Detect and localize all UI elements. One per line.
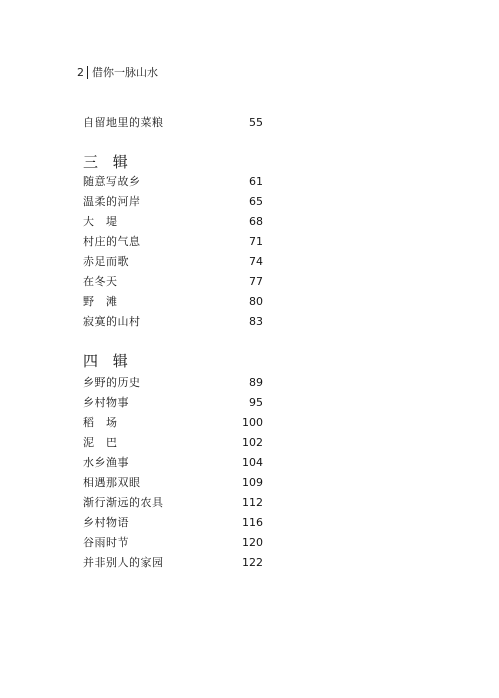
toc-entry-title: 相遇那双眼 <box>83 476 141 489</box>
toc-entry-title: 赤足而歌 <box>83 255 129 268</box>
toc-entry[interactable] <box>83 233 263 249</box>
toc-entry-page: 71 <box>249 234 263 248</box>
toc-entry-title: 在冬天 <box>83 275 118 288</box>
toc-entry-title: 乡村物事 <box>83 396 129 409</box>
running-header <box>77 64 158 80</box>
toc-entry-page: 104 <box>242 455 263 469</box>
toc-entry-page: 61 <box>249 174 263 188</box>
toc-entry[interactable] <box>83 313 263 329</box>
page-number: 2 <box>77 65 84 79</box>
toc-entry-title: 自留地里的菜粮 <box>83 116 164 129</box>
toc-entry-page: 68 <box>249 214 263 228</box>
toc-entry-page: 83 <box>249 314 263 328</box>
toc-entry[interactable] <box>83 474 263 490</box>
toc-entry-page: 102 <box>242 435 263 449</box>
toc-entry-page: 80 <box>249 294 263 308</box>
section-title: 三 辑 <box>83 153 133 171</box>
toc-entry-title: 寂寞的山村 <box>83 315 141 328</box>
toc-entry[interactable] <box>83 173 263 189</box>
toc-entry-title: 水乡渔事 <box>83 456 129 469</box>
toc-entry[interactable] <box>83 213 263 229</box>
section-title: 四 辑 <box>83 352 133 370</box>
toc-entry-title: 乡野的历史 <box>83 376 141 389</box>
toc-entry[interactable] <box>83 114 263 130</box>
toc-entry-title: 温柔的河岸 <box>83 195 141 208</box>
toc-entry[interactable] <box>83 253 263 269</box>
book-title: 借你一脉山水 <box>92 66 158 79</box>
toc-entry-title: 渐行渐远的农具 <box>83 496 164 509</box>
toc-entry[interactable] <box>83 293 263 309</box>
toc-entry[interactable] <box>83 394 263 410</box>
toc-entry[interactable] <box>83 554 263 570</box>
header-divider <box>87 66 88 79</box>
toc-entry[interactable] <box>83 374 263 390</box>
toc-entry[interactable] <box>83 414 263 430</box>
toc-entry-page: 122 <box>242 555 263 569</box>
toc-entry-title: 随意写故乡 <box>83 175 141 188</box>
toc-entry-title: 野 滩 <box>83 295 118 308</box>
toc-entry-title: 大 堤 <box>83 215 118 228</box>
toc-entry-title: 泥 巴 <box>83 436 118 449</box>
toc-entry-title: 稻 场 <box>83 416 118 429</box>
toc-entry[interactable] <box>83 273 263 289</box>
toc-entry-page: 112 <box>242 495 263 509</box>
toc-entry[interactable] <box>83 494 263 510</box>
toc-entry-page: 116 <box>242 515 263 529</box>
toc-entry-title: 并非别人的家园 <box>83 556 164 569</box>
toc-entry[interactable] <box>83 434 263 450</box>
toc-entry-page: 65 <box>249 194 263 208</box>
toc-entry[interactable] <box>83 534 263 550</box>
toc-entry-page: 55 <box>249 115 263 129</box>
toc-entry-page: 120 <box>242 535 263 549</box>
toc-entry-page: 77 <box>249 274 263 288</box>
toc-entry[interactable] <box>83 193 263 209</box>
toc-entry[interactable] <box>83 454 263 470</box>
toc-entry-page: 100 <box>242 415 263 429</box>
toc-entry-page: 74 <box>249 254 263 268</box>
toc-entry[interactable] <box>83 514 263 530</box>
toc-entry-title: 乡村物语 <box>83 516 129 529</box>
toc-entry-title: 村庄的气息 <box>83 235 141 248</box>
toc-entry-page: 89 <box>249 375 263 389</box>
toc-entry-page: 95 <box>249 395 263 409</box>
toc-entry-title: 谷雨时节 <box>83 536 129 549</box>
toc-entry-page: 109 <box>242 475 263 489</box>
